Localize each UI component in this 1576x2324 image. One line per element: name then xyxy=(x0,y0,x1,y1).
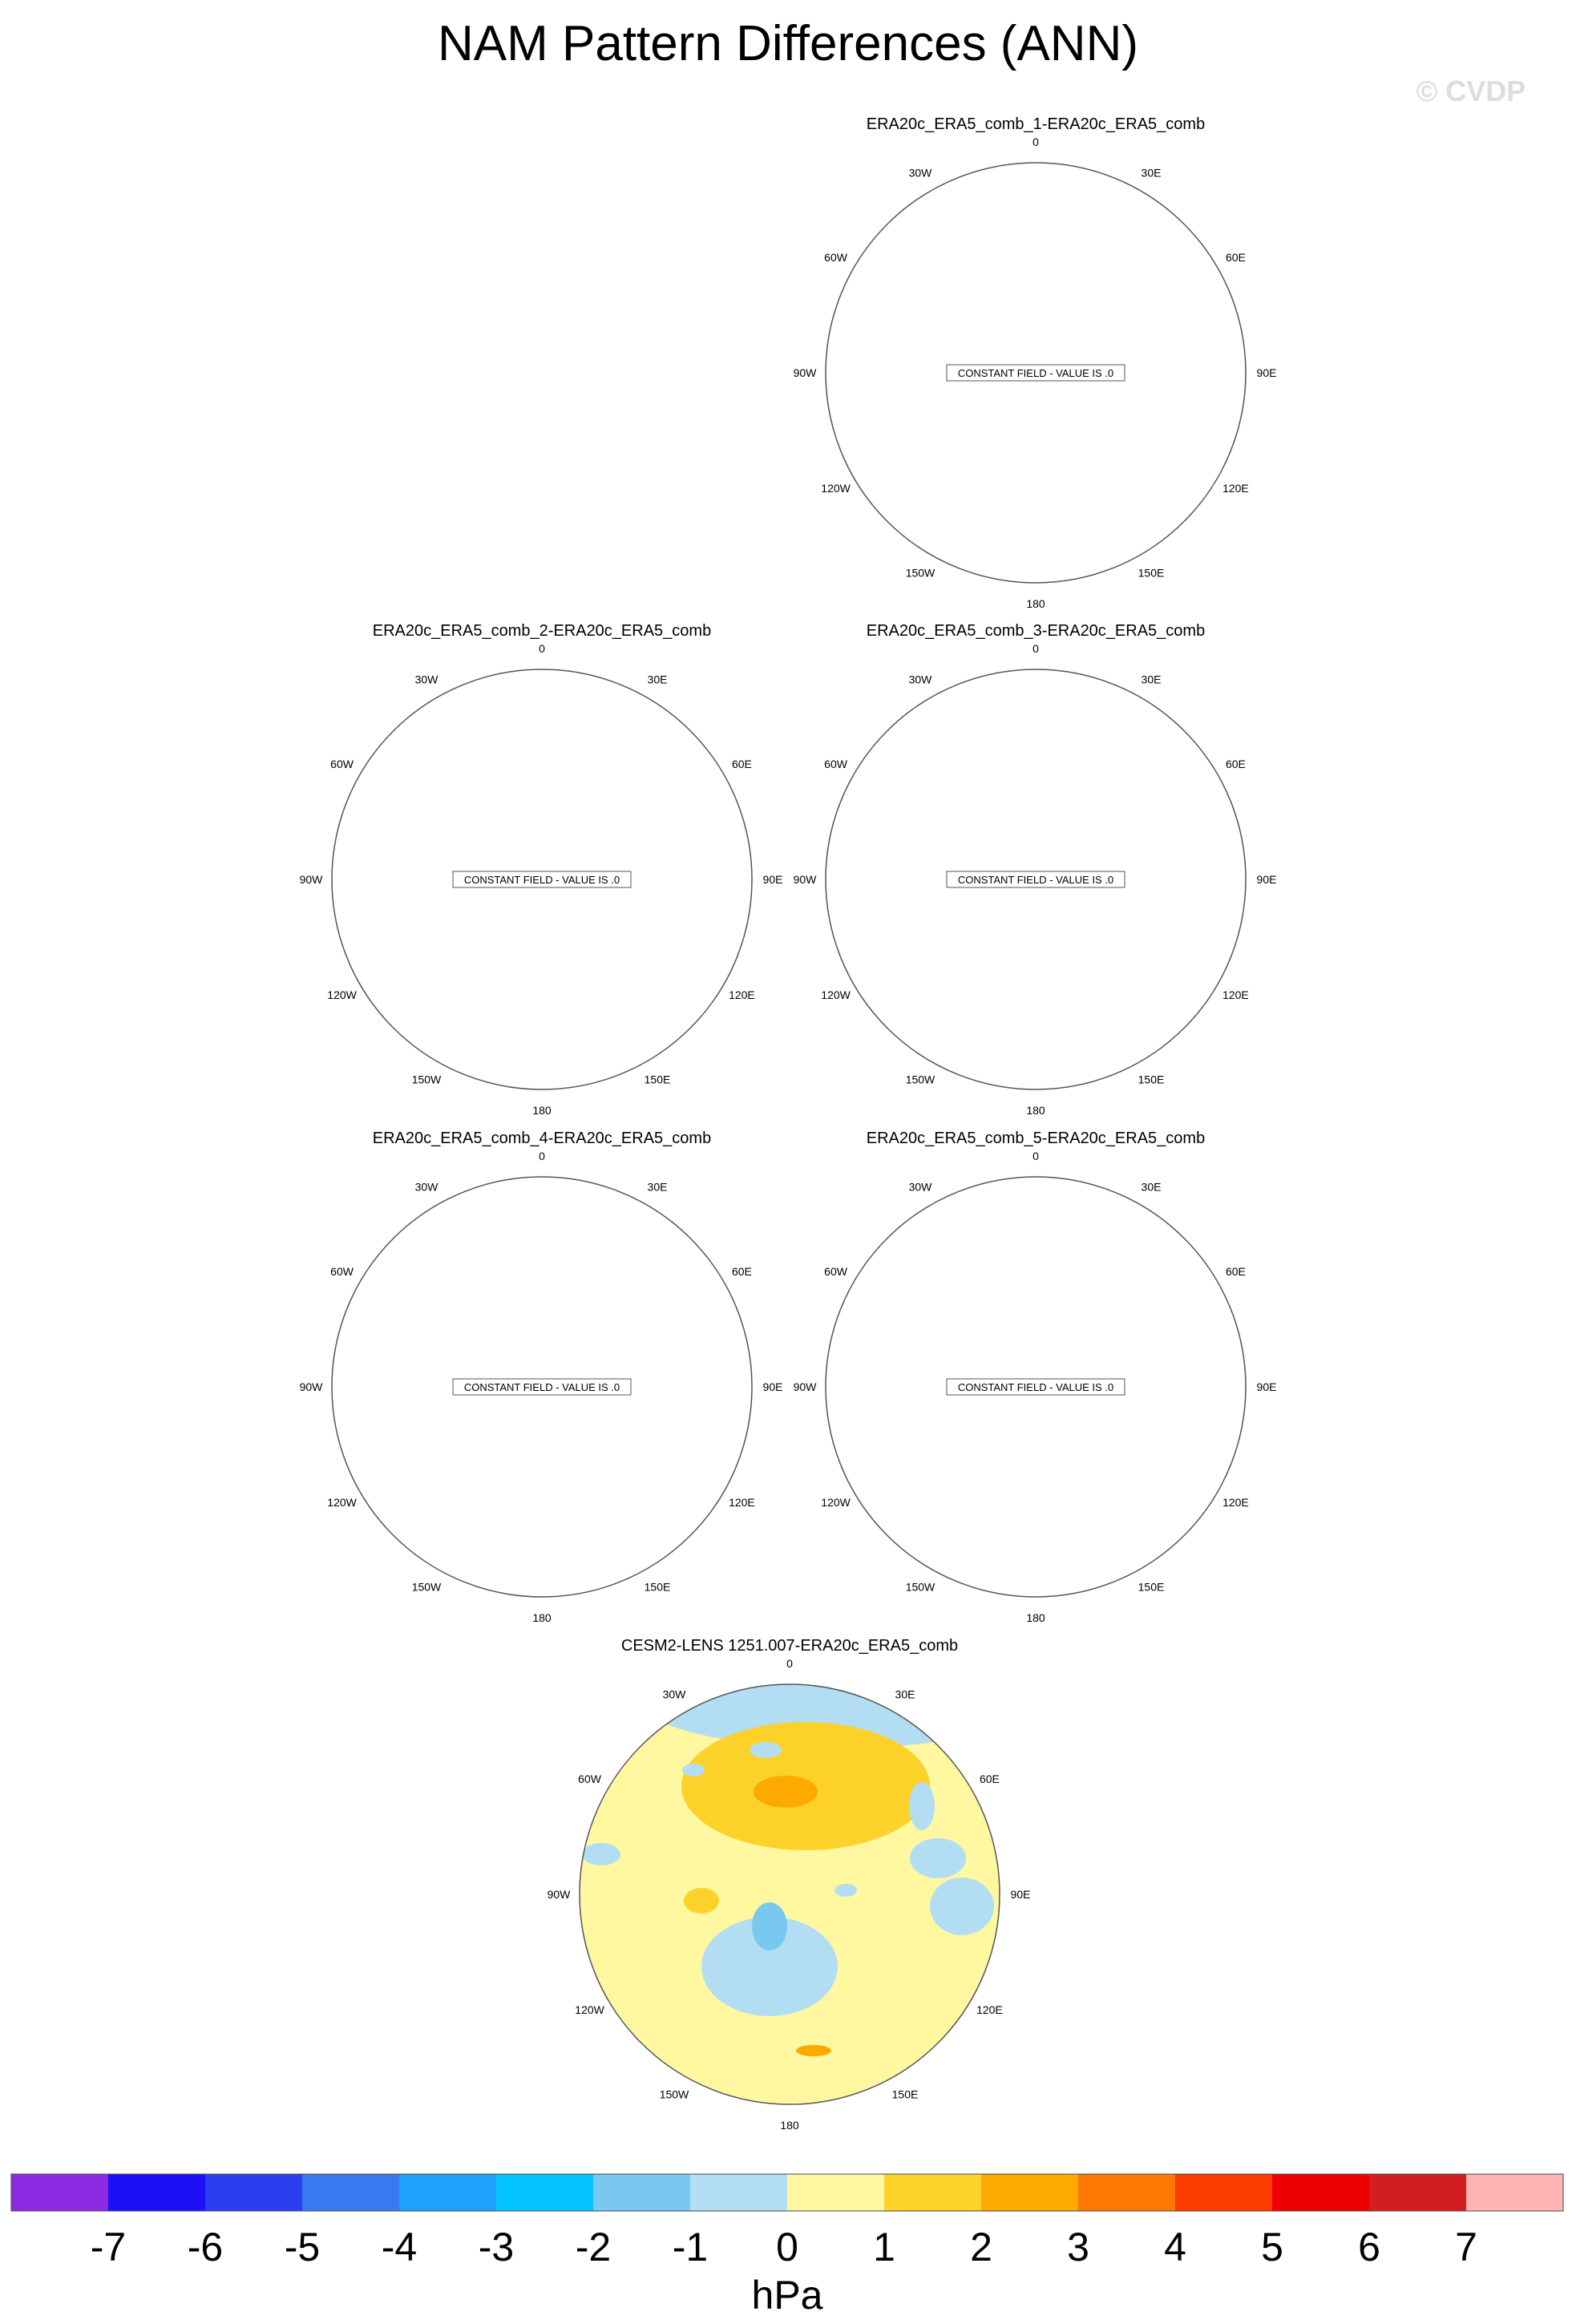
longitude-label: 30W xyxy=(908,166,932,180)
map-panel xyxy=(300,622,783,1117)
colorbar-tick-label: 2 xyxy=(970,2225,992,2269)
colorbar-tick-label: 5 xyxy=(1261,2225,1283,2269)
longitude-label: 150E xyxy=(644,1580,671,1594)
longitude-label: 0 xyxy=(1032,642,1039,655)
colorbar-swatch xyxy=(787,2174,885,2211)
longitude-label: 60W xyxy=(824,758,847,770)
map-panel xyxy=(794,1130,1277,1624)
longitude-label: 30E xyxy=(647,1180,668,1194)
longitude-label: 120W xyxy=(821,1496,851,1509)
colorbar-tick-label: -5 xyxy=(284,2225,321,2269)
longitude-label: 150E xyxy=(1138,566,1165,580)
longitude-label: 120W xyxy=(327,988,357,1001)
colorbar-swatch xyxy=(1369,2174,1467,2211)
longitude-label: 30W xyxy=(414,673,438,686)
colorbar-swatch xyxy=(1078,2174,1176,2211)
map-panel xyxy=(300,1130,783,1624)
longitude-label: 30W xyxy=(414,1180,438,1194)
colorbar-swatch xyxy=(884,2174,982,2211)
colorbar-tick-label: -7 xyxy=(90,2225,127,2269)
panel-title: ERA20c_ERA5_comb_2-ERA20c_ERA5_comb xyxy=(372,622,712,640)
colorbar xyxy=(11,2174,1564,2318)
colorbar-swatch xyxy=(108,2174,206,2211)
longitude-label: 150W xyxy=(905,1073,935,1086)
longitude-label: 150W xyxy=(411,1580,442,1594)
longitude-label: 120W xyxy=(821,988,851,1001)
colorbar-tick-label: 7 xyxy=(1455,2225,1477,2269)
longitude-label: 120W xyxy=(327,1496,357,1509)
longitude-label: 180 xyxy=(780,2119,799,2132)
colorbar-swatch xyxy=(496,2174,594,2211)
longitude-label: 90W xyxy=(299,1380,323,1393)
longitude-label: 90W xyxy=(793,1380,817,1393)
longitude-label: 60E xyxy=(731,1265,752,1278)
panels-group xyxy=(300,115,1277,2132)
longitude-label: 180 xyxy=(1026,597,1045,610)
colorbar-swatch xyxy=(1175,2174,1273,2211)
colorbar-swatch xyxy=(399,2174,497,2211)
colorbar-swatch xyxy=(593,2174,691,2211)
longitude-label: 120W xyxy=(575,2003,604,2016)
constant-field-note: CONSTANT FIELD - VALUE IS .0 xyxy=(957,874,1114,886)
longitude-label: 60E xyxy=(1225,1265,1246,1278)
longitude-label: 0 xyxy=(539,1150,545,1162)
colorbar-tick-label: 6 xyxy=(1358,2225,1380,2269)
longitude-label: 180 xyxy=(1026,1104,1045,1117)
constant-field-note: CONSTANT FIELD - VALUE IS .0 xyxy=(463,874,620,886)
longitude-label: 120E xyxy=(976,2003,1003,2016)
colorbar-tick-label: 1 xyxy=(873,2225,895,2269)
longitude-label: 90E xyxy=(1256,1380,1277,1393)
longitude-label: 120W xyxy=(821,482,851,495)
map-panel xyxy=(794,622,1277,1117)
longitude-label: 60W xyxy=(578,1772,601,1785)
longitude-label: 150W xyxy=(905,566,935,580)
longitude-label: 60W xyxy=(824,251,847,264)
colorbar-unit: hPa xyxy=(751,2273,823,2318)
colorbar-swatch xyxy=(690,2174,788,2211)
longitude-label: 90E xyxy=(1010,1888,1031,1901)
longitude-label: 90W xyxy=(793,366,817,379)
longitude-label: 150W xyxy=(659,2088,689,2101)
colorbar-tick-label: -6 xyxy=(187,2225,224,2269)
longitude-label: 120E xyxy=(1222,482,1249,495)
longitude-label: 180 xyxy=(1026,1611,1045,1624)
longitude-label: 60E xyxy=(1225,251,1246,264)
longitude-label: 30E xyxy=(647,673,668,686)
colorbar-tick-label: -2 xyxy=(575,2225,612,2269)
longitude-label: 150W xyxy=(411,1073,442,1086)
panel-title: ERA20c_ERA5_comb_3-ERA20c_ERA5_comb xyxy=(866,622,1206,640)
longitude-label: 60W xyxy=(330,1265,354,1278)
longitude-label: 90W xyxy=(299,873,323,886)
longitude-label: 180 xyxy=(532,1611,552,1624)
colorbar-swatch xyxy=(981,2174,1079,2211)
longitude-label: 90W xyxy=(547,1888,571,1901)
longitude-label: 30E xyxy=(1141,1180,1162,1194)
constant-field-note: CONSTANT FIELD - VALUE IS .0 xyxy=(957,1381,1114,1393)
figure-title: NAM Pattern Differences (ANN) xyxy=(438,16,1138,71)
colorbar-swatch xyxy=(1466,2174,1564,2211)
longitude-label: 60W xyxy=(330,758,354,770)
longitude-label: 150W xyxy=(905,1580,935,1594)
longitude-label: 120E xyxy=(729,988,755,1001)
map-panel xyxy=(548,1636,1046,2132)
longitude-label: 120E xyxy=(1222,1496,1249,1509)
longitude-label: 90W xyxy=(793,873,817,886)
longitude-label: 120E xyxy=(1222,988,1249,1001)
colorbar-tick-label: -4 xyxy=(381,2225,418,2269)
colorbar-swatch xyxy=(205,2174,303,2211)
longitude-label: 150E xyxy=(1138,1073,1165,1086)
longitude-label: 30E xyxy=(1141,166,1162,180)
panel-title: ERA20c_ERA5_comb_5-ERA20c_ERA5_comb xyxy=(866,1130,1206,1147)
longitude-label: 0 xyxy=(786,1657,793,1670)
longitude-label: 30W xyxy=(662,1687,686,1701)
longitude-label: 90E xyxy=(1256,873,1277,886)
colorbar-swatch xyxy=(11,2174,109,2211)
colorbar-swatch xyxy=(1272,2174,1370,2211)
longitude-label: 120E xyxy=(729,1496,755,1509)
colorbar-tick-label: 3 xyxy=(1067,2225,1089,2269)
panel-title: ERA20c_ERA5_comb_1-ERA20c_ERA5_comb xyxy=(866,115,1206,133)
colorbar-tick-label: -3 xyxy=(478,2225,515,2269)
colorbar-swatch xyxy=(302,2174,400,2211)
longitude-label: 150E xyxy=(644,1073,671,1086)
longitude-label: 30W xyxy=(908,673,932,686)
longitude-label: 90E xyxy=(1256,366,1277,379)
longitude-label: 60E xyxy=(731,758,752,770)
longitude-label: 0 xyxy=(539,642,545,655)
longitude-label: 150E xyxy=(891,2088,919,2101)
longitude-label: 60E xyxy=(979,1772,1000,1785)
longitude-label: 90E xyxy=(762,873,783,886)
colorbar-tick-label: 4 xyxy=(1164,2225,1186,2269)
map-panel xyxy=(794,115,1277,610)
panel-title: ERA20c_ERA5_comb_4-ERA20c_ERA5_comb xyxy=(372,1130,712,1147)
longitude-label: 30W xyxy=(908,1180,932,1194)
longitude-label: 60W xyxy=(824,1265,847,1278)
colorbar-tick-label: -1 xyxy=(672,2225,709,2269)
longitude-label: 60E xyxy=(1225,758,1246,770)
longitude-label: 0 xyxy=(1032,135,1039,148)
longitude-label: 0 xyxy=(1032,1150,1039,1162)
panel-title: CESM2-LENS 1251.007-ERA20c_ERA5_comb xyxy=(620,1637,959,1655)
longitude-label: 180 xyxy=(532,1104,552,1117)
longitude-label: 90E xyxy=(762,1380,783,1393)
colorbar-tick-label: 0 xyxy=(776,2225,798,2269)
constant-field-note: CONSTANT FIELD - VALUE IS .0 xyxy=(463,1381,620,1393)
longitude-label: 30E xyxy=(1141,673,1162,686)
watermark: © CVDP xyxy=(1416,75,1526,107)
longitude-label: 150E xyxy=(1138,1580,1165,1594)
constant-field-note: CONSTANT FIELD - VALUE IS .0 xyxy=(957,367,1114,379)
longitude-label: 30E xyxy=(895,1687,915,1701)
